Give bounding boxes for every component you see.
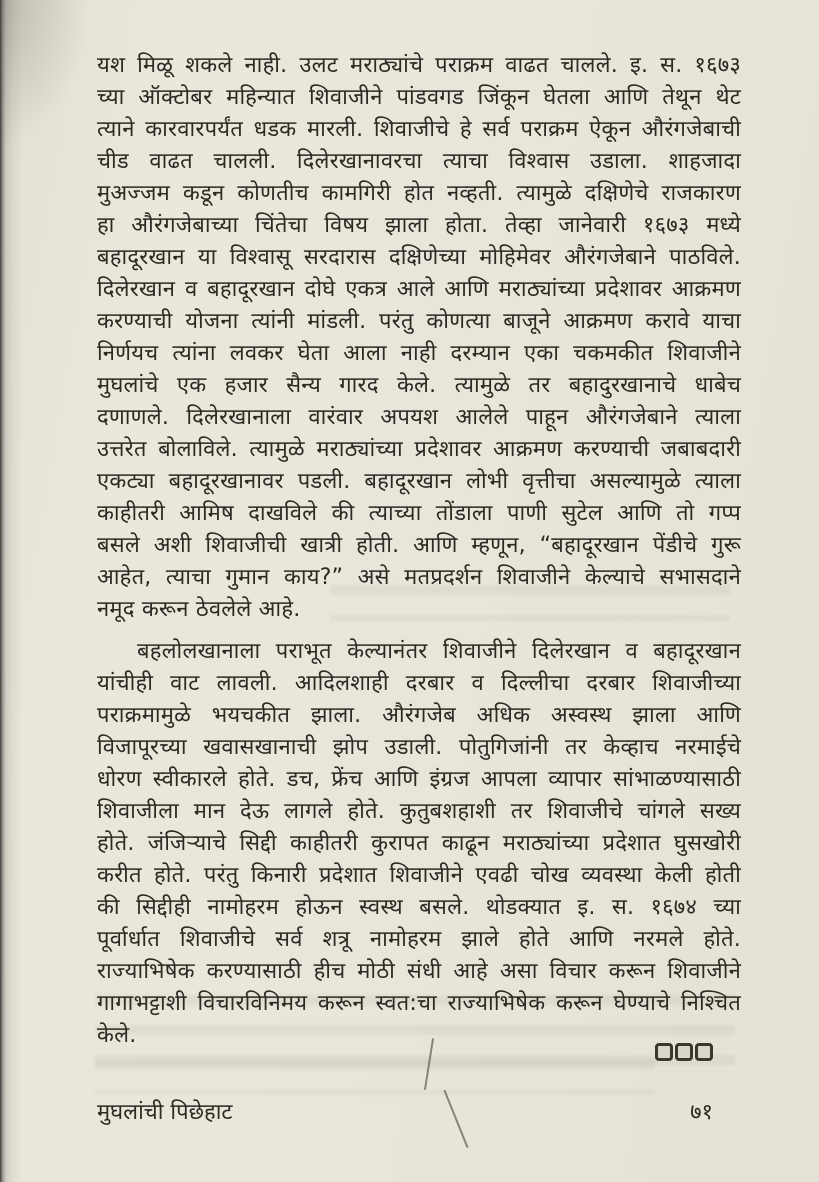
text-line: शिवाजीला मान देऊ लागले होते. कुतुबशहाशी तर शिवाजीचे चांगले सख्य [97, 799, 741, 824]
text-line: काहीतरी आमिष दाखविले की त्याच्या तोंडाला पाणी सुटेल आणि तो गप्प [97, 501, 741, 526]
chapter-title: मुघलांची पिछेहाट [97, 1100, 233, 1125]
text-line: केले. [97, 1023, 137, 1048]
body-text [97, 50, 741, 1052]
text-line: होते. जंजिऱ्याचे सिद्दी काहीतरी कुरापत काढून मराठ्यांच्या प्रदेशात घुसखोरी [97, 831, 741, 856]
text-line: एकट्या बहादूरखानावर पडली. बहादूरखान लोभी वृत्तीचा असल्यामुळे त्याला [97, 469, 741, 494]
text-line: बहलोलखानाला पराभूत केल्यानंतर शिवाजीने दिलेरखान व बहादूरखान [137, 639, 741, 664]
paragraph [97, 636, 741, 1052]
text-line: विजापूरच्या खवासखानाची झोप उडाली. पोतुगिजांनी तर केव्हाच नरमाईचे [97, 735, 741, 760]
text-line: मुघलांचे एक हजार सैन्य गारद केले. त्यामुळे तर बहादुरखानाचे धाबेच [97, 373, 741, 398]
text-line: पराक्रमामुळे भयचकीत झाला. औरंगजेब अधिक अस्वस्थ झाला आणि [97, 703, 741, 728]
text-line: मुअज्जम कडून कोणतीच कामगिरी होत नव्हती. त्यामुळे दक्षिणेचे राजकारण [97, 181, 741, 206]
text-line: की सिद्दीही नामोहरम होऊन स्वस्थ बसले. थोडक्यात इ. स. १६७४ च्या [97, 895, 741, 920]
text-line: पूर्वार्धात शिवाजीचे सर्व शत्रू नामोहरम झाले होते आणि नरमले होते. [97, 927, 741, 952]
page-footer [97, 1096, 741, 1126]
text-line: उत्तरेत बोलाविले. त्यामुळे मराठ्यांच्या प्रदेशावर आक्रमण करण्याची जबाबदारी [97, 437, 741, 462]
text-line: नमूद करून ठेवलेले आहे. [97, 597, 301, 622]
text-line: च्या ऑक्टोबर महिन्यात शिवाजीने पांडवगड जिंकून घेतला आणि तेथून थेट [97, 85, 741, 110]
text-line: दणाणले. दिलेरखानाला वारंवार अपयश आलेले पाहून औरंगजेबाने त्याला [97, 405, 741, 430]
text-line: चीड वाढत चालली. दिलेरखानावरचा त्याचा विश्वास उडाला. शाहजादा [97, 149, 741, 174]
text-line: करीत होते. परंतु किनारी प्रदेशात शिवाजीने एवढी चोख व्यवस्था केली होती [97, 863, 741, 888]
text-line: बहादूरखान या विश्वासू सरदारास दक्षिणेच्या मोहिमेवर औरंगजेबाने पाठविले. [97, 245, 741, 270]
text-line: हा औरंगजेबाच्या चिंतेचा विषय झाला होता. तेव्हा जानेवारी १६७३ मध्ये [97, 213, 741, 238]
text-line: यांचीही वाट लावली. आदिलशाही दरबार व दिल्लीचा दरबार शिवाजीच्या [97, 671, 741, 696]
scan-corner-shadow [0, 0, 90, 150]
text-line: धोरण स्वीकारले होते. डच, फ्रेंच आणि इंग्रज आपला व्यापार सांभाळण्यासाठी [97, 767, 741, 792]
text-line: दिलेरखान व बहादूरखान दोघे एकत्र आले आणि मराठ्यांच्या प्रदेशावर आक्रमण [97, 277, 741, 302]
section-end-marker [655, 1043, 713, 1061]
text-line: बसले अशी शिवाजीची खात्री होती. आणि म्हणून, “बहादूरखान पेंडीचे गुरू [97, 533, 741, 558]
paragraph-continued [97, 50, 741, 626]
page-number: ७१ [690, 1100, 713, 1125]
section-end-square-icon [675, 1043, 693, 1061]
section-end-square-icon [695, 1043, 713, 1061]
section-end-square-icon [655, 1043, 673, 1061]
text-line: गागाभट्टाशी विचारविनिमय करून स्वत:चा राज्याभिषेक करून घेण्याचे निश्चित [97, 991, 741, 1016]
ink-bleedthrough [95, 1060, 655, 1094]
text-line: राज्याभिषेक करण्यासाठी हीच मोठी संधी आहे असा विचार करून शिवाजीने [97, 959, 741, 984]
text-line: आहेत, त्याचा गुमान काय?” असे मतप्रदर्शन शिवाजीने केल्याचे सभासदाने [97, 565, 741, 590]
book-spine-edge [0, 0, 22, 1182]
text-line: यश मिळू शकले नाही. उलट मराठ्यांचे पराक्रम वाढत चालले. इ. स. १६७३ [97, 53, 741, 78]
text-line: त्याने कारवारपर्यंत धडक मारली. शिवाजीचे हे सर्व पराक्रम ऐकून औरंगजेबाची [97, 117, 741, 142]
text-line: करण्याची योजना त्यांनी मांडली. परंतु कोणत्या बाजूने आक्रमण करावे याचा [97, 309, 741, 334]
text-line: निर्णयच त्यांना लवकर घेता आला नाही दरम्यान एका चकमकीत शिवाजीने [97, 341, 741, 366]
